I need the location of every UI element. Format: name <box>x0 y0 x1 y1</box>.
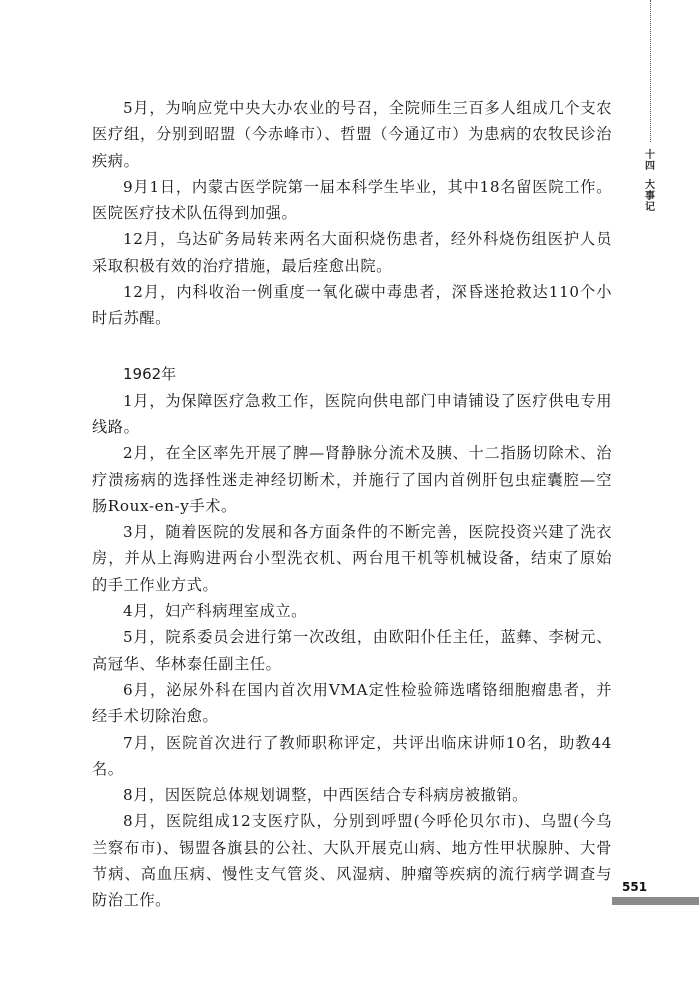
page-number: 551 <box>622 880 648 894</box>
section-number: 十四 <box>645 150 655 172</box>
entry-paragraph: 5月，院系委员会进行第一次改组，由欧阳仆任主任，蓝彝、李树元、高冠华、华林泰任副主任。 <box>92 628 612 673</box>
entry-paragraph: 1月，为保障医疗急救工作，医院向供电部门申请铺设了医疗供电专用线路。 <box>92 391 612 436</box>
entry-paragraph: 8月，因医院总体规划调整，中西医结合专科病房被撤销。 <box>123 786 528 805</box>
page-body <box>92 95 612 914</box>
section-title: 大事记 <box>645 180 655 213</box>
margin-dotted-rule <box>650 0 651 142</box>
entry-paragraph: 7月，医院首次进行了教师职称评定，共评出临床讲师10名，助教44名。 <box>92 733 612 778</box>
page-number-bar <box>612 897 699 905</box>
entry-paragraph: 6月，泌尿外科在国内首次用VMA定性检验筛选嗜铬细胞瘤患者，并经手术切除治愈。 <box>92 680 612 726</box>
year-heading: 1962年 <box>123 364 177 383</box>
entry-paragraph: 8月，医院组成12支医疗队，分别到呼盟(今呼伦贝尔市)、乌盟(今乌兰察布市)、锡盟各旗县的公社、大队开展克山病、地方性甲状腺肿、大骨节病、高血压病、慢性支气管炎、风湿病、肿瘤等疾病的流行病学调查与防治工作。 <box>92 812 612 910</box>
entry-paragraph: 4月，妇产科病理室成立。 <box>123 602 307 621</box>
entry-paragraph: 2月，在全区率先开展了脾—肾静脉分流术及胰、十二指肠切除术、治疗溃疡病的选择性迷走神经切断术，并施行了国内首例肝包虫症囊腔—空肠Roux-en-y手术。 <box>92 444 612 515</box>
entry-paragraph: 3月，随着医院的发展和各方面条件的不断完善，医院投资兴建了洗衣房，并从上海购进两台小型洗衣机、两台甩干机等机械设备，结束了原始的手工作业方式。 <box>92 523 612 594</box>
entry-paragraph: 5月，为响应党中央大办农业的号召，全院师生三百多人组成几个支农医疗组，分别到昭盟（今赤峰市）、哲盟（今通辽市）为患病的农牧民诊治疾病。 <box>92 99 612 170</box>
entry-paragraph: 12月，内科收治一例重度一氧化碳中毒患者，深昏迷抢救达110个小时后苏醒。 <box>92 283 612 328</box>
entry-paragraph: 12月，乌达矿务局转来两名大面积烧伤患者，经外科烧伤组医护人员采取积极有效的治疗措施，最后痊愈出院。 <box>92 230 612 275</box>
entry-paragraph: 9月1日，内蒙古医学院第一届本科学生毕业，其中18名留医院工作。医院医疗技术队伍得到加强。 <box>92 177 612 223</box>
